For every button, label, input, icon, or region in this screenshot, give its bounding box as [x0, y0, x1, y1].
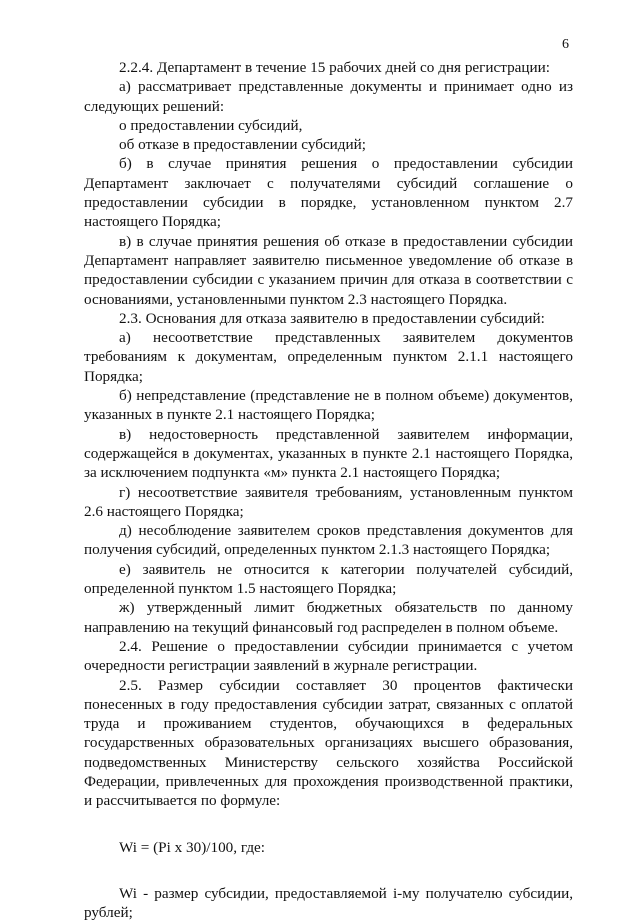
paragraph-2-3: 2.3. Основания для отказа заявителю в предоставлении субсидий:	[119, 309, 545, 327]
paragraph-option-refuse: об отказе в предоставлении субсидий;	[119, 136, 367, 154]
paragraph-formula-definition: Wi - размер субсидии, предоставляемой i-му получателю субсидии, рублей;	[84, 884, 573, 922]
paragraph-option-grant: о предоставлении субсидий,	[119, 116, 303, 134]
document-body	[84, 58, 573, 922]
paragraph-2-5: 2.5. Размер субсидии составляет 30 процентов фактически понесенных в году предоставления субсидии затрат, связанных с оплатой труда и проживанием студентов, обучающихся в федеральных государственных образовательных организациях высшего образования, подведомственных Министерству сельского хозяйства Российской Федерации, привлеченных для прохождения производственной практики, и рассчитывается по формуле:	[84, 676, 573, 810]
paragraph-2-2-4-b: б) в случае принятия решения о предоставлении субсидии Департамент заключает с получателями субсидий соглашение о предоставлении субсидии в порядке, установленном пунктом 2.7 настоящего Порядка;	[84, 155, 573, 231]
page-number: 6	[562, 37, 569, 52]
paragraph-2-3-d: д) несоблюдение заявителем сроков представления документов для получения субсидий, определенных пунктом 2.1.3 настоящего Порядка;	[84, 522, 573, 559]
paragraph-2-3-g: г) несоответствие заявителя требованиям, установленным пунктом 2.6 настоящего Порядка;	[84, 483, 573, 520]
paragraph-2-2-4-v: в) в случае принятия решения об отказе в предоставлении субсидии Департамент направляет заявителю письменное уведомление об отказе в предоставлении субсидии с указанием причин для отказа в соответствии с основаниями, установленными пунктом 2.3 настоящего Порядка.	[84, 232, 573, 308]
paragraph-2-4: 2.4. Решение о предоставлении субсидии принимается с учетом очередности регистрации заявлений в журнале регистрации.	[84, 637, 573, 675]
paragraph-2-3-e: е) заявитель не относится к категории получателей субсидий, определенной пунктом 1.5 настоящего Порядка;	[84, 560, 573, 598]
paragraph-2-3-v: в) недостоверность представленной заявителем информации, содержащейся в документах, указанных в пункте 2.1 настоящего Порядка, за исключением подпункта «м» пункта 2.1 настоящего Порядка;	[84, 425, 573, 482]
paragraph-2-3-a: а) несоответствие представленных заявителем документов требованиям к документам, определенным пунктом 2.1.1 настоящего Порядка;	[84, 329, 573, 385]
paragraph-2-2-4: 2.2.4. Департамент в течение 15 рабочих дней со дня регистрации:	[119, 59, 551, 76]
paragraph-2-3-b: б) непредставление (представление не в полном объеме) документов, указанных в пункте 2.1 настоящего Порядка;	[84, 387, 573, 424]
formula-line: Wi = (Pi x 30)/100, где:	[119, 838, 266, 856]
paragraph-2-2-4-a: а) рассматривает представленные документы и принимает одно из следующих решений:	[84, 78, 573, 115]
paragraph-2-3-zh: ж) утвержденный лимит бюджетных обязательств по данному направлению на текущий финансовый год распределен в полном объеме.	[84, 599, 573, 636]
